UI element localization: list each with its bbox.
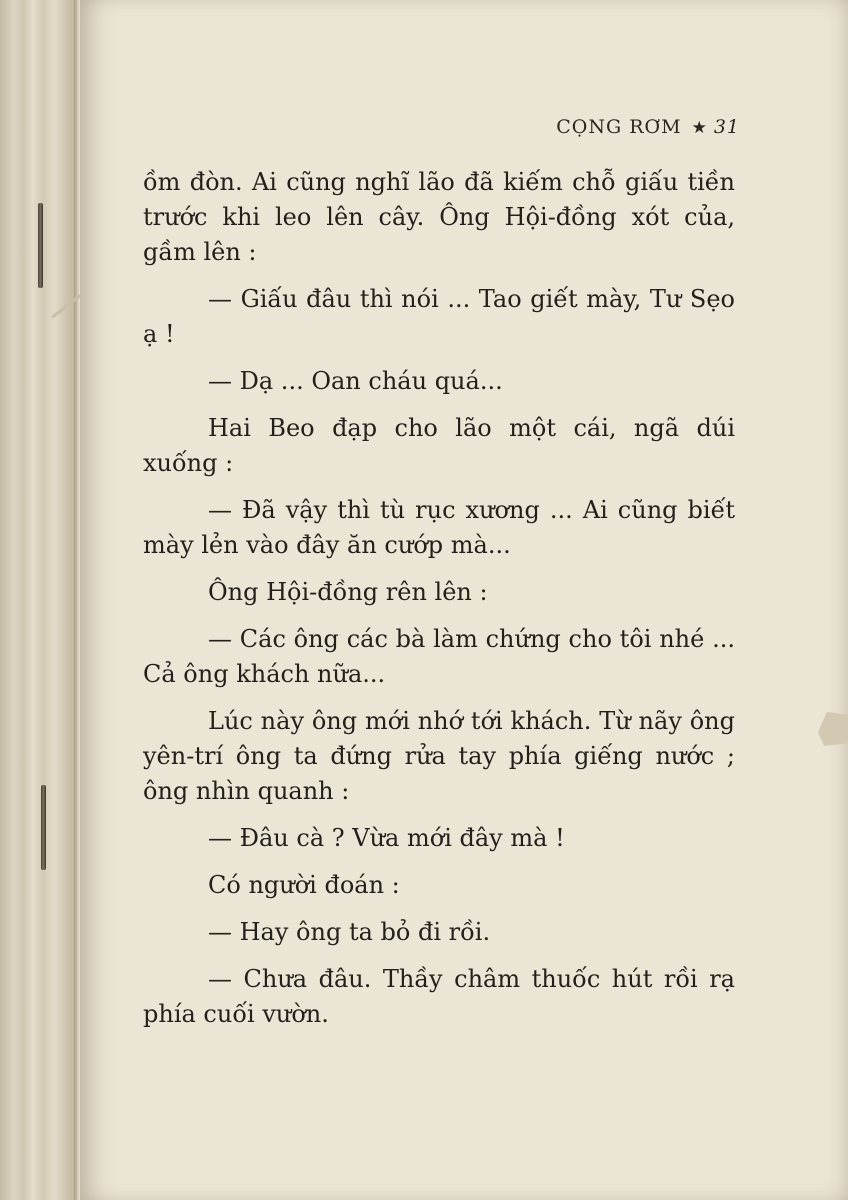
book-spine xyxy=(0,0,78,1200)
paragraph: — Các ông các bà làm chứng cho tôi nhé ... Cả ông khách nữa... xyxy=(143,625,735,688)
staple-top xyxy=(38,203,43,288)
staple-bottom xyxy=(41,785,46,870)
page-tear xyxy=(818,712,848,746)
paragraph: ồm đòn. Ai cũng nghĩ lão đã kiếm chỗ giấu tiền trước khi leo lên cây. Ông Hội-đồng xót của, gầm lên : xyxy=(143,168,735,266)
running-header xyxy=(556,116,740,138)
paragraph: — Dạ ... Oan cháu quá... xyxy=(208,367,503,395)
page-number: 31 xyxy=(713,116,740,138)
paragraph: — Đã vậy thì tù rục xương ... Ai cũng biết mày lẻn vào đây ăn cướp mà... xyxy=(143,496,735,559)
body-text xyxy=(143,165,735,1044)
paragraph: — Đâu cà ? Vừa mới đây mà ! xyxy=(208,824,565,852)
paragraph: — Hay ông ta bỏ đi rồi. xyxy=(208,918,491,946)
paragraph: — Giấu đâu thì nói ... Tao giết mày, Tư Sẹo ạ ! xyxy=(143,285,735,348)
star-icon: ★ xyxy=(691,118,708,138)
paragraph: — Chưa đâu. Thầy châm thuốc hút rồi rạ phía cuối vườn. xyxy=(143,965,735,1028)
paragraph: Hai Beo đạp cho lão một cái, ngã dúi xuống : xyxy=(143,414,735,477)
header-title: CỌNG RƠM xyxy=(556,116,682,138)
paragraph: Có người đoán : xyxy=(208,871,400,899)
paragraph: Lúc này ông mới nhớ tới khách. Từ nãy ông yên-trí ông ta đứng rửa tay phía giếng nước ; ông nhìn quanh : xyxy=(143,707,735,805)
paragraph: Ông Hội-đồng rên lên : xyxy=(208,578,488,606)
